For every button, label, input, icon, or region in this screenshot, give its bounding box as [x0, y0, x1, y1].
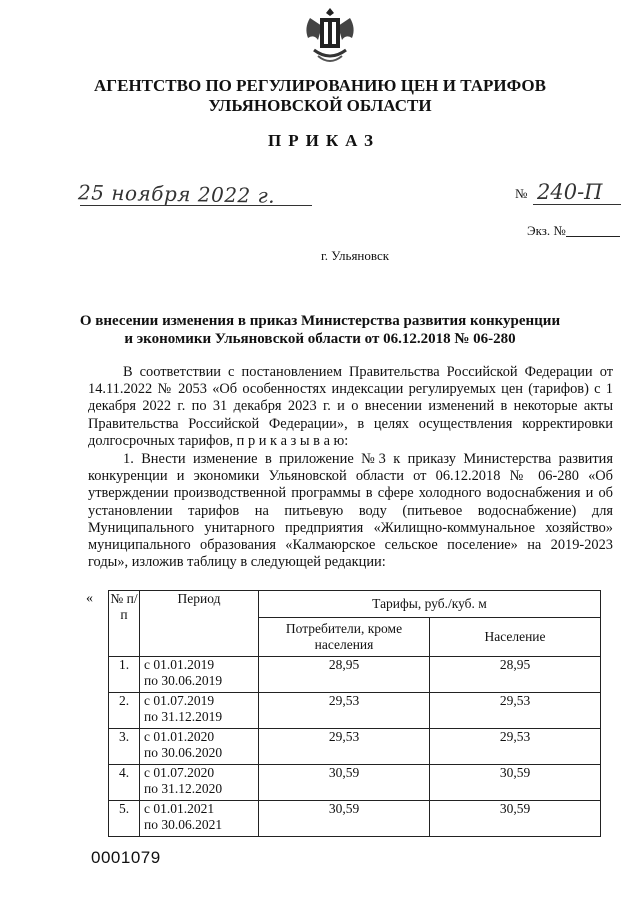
table-row [109, 693, 601, 729]
table-row [109, 801, 601, 837]
row-number: 1. [109, 657, 140, 693]
period-to: по 30.06.2019 [144, 673, 223, 688]
header-tariffs: Тарифы, руб./куб. м [259, 591, 601, 618]
row-number: 4. [109, 765, 140, 801]
table-header-row [109, 591, 601, 618]
subject-line1: О внесении изменения в приказ Министерства развития конкуренции [79, 313, 561, 329]
date-underline [80, 205, 312, 206]
row-consumers-tariff: 29,53 [259, 729, 430, 765]
tariff-table [108, 590, 601, 837]
row-consumers-tariff: 29,53 [259, 693, 430, 729]
period-to: по 31.12.2019 [144, 709, 223, 724]
agency-name [0, 76, 640, 116]
agency-name-line1: АГЕНТСТВО ПО РЕГУЛИРОВАНИЮ ЦЕН И ТАРИФОВ [94, 76, 546, 95]
table-row [109, 765, 601, 801]
period-from: с 01.01.2020 [144, 729, 215, 744]
row-period [140, 801, 259, 837]
number-label: № [515, 186, 528, 201]
row-number: 5. [109, 801, 140, 837]
period-from: с 01.01.2021 [144, 801, 215, 816]
row-population-tariff: 30,59 [430, 765, 601, 801]
row-population-tariff: 30,59 [430, 801, 601, 837]
document-type: ПРИКАЗ [268, 131, 380, 150]
row-period [140, 729, 259, 765]
row-period [140, 765, 259, 801]
agency-name-line2: УЛЬЯНОВСКОЙ ОБЛАСТИ [208, 96, 432, 115]
header-period: Период [140, 591, 259, 657]
city: г. Ульяновск [320, 248, 390, 263]
header-consumers: Потребители, кроме населения [259, 618, 430, 657]
preamble-paragraph: В соответствии с постановлением Правительства Российской Федерации от 14.11.2022 № 2053 «Об особенностях индексации регулируемых цен (тарифов) с 1 декабря 2022 г. по 31 декабря 2023 г. и о внесении изменений в некоторые акты Правительства Российской Федерации», в целях осуществления корректировки долгосрочных тарифов, п р и к а з ы в а ю: [88, 364, 613, 449]
period-to: по 30.06.2020 [144, 745, 223, 760]
handwritten-date: 25 ноября 2022 г. [77, 180, 276, 208]
period-from: с 01.01.2019 [144, 657, 215, 672]
period-to: по 31.12.2020 [144, 781, 223, 796]
row-number: 3. [109, 729, 140, 765]
subject-line2: и экономики Ульяновской области от 06.12.2018 № 06-280 [124, 331, 516, 347]
row-number: 2. [109, 693, 140, 729]
row-period [140, 657, 259, 693]
number-underline [533, 204, 621, 205]
copy-number-label: Экз. № [527, 223, 566, 238]
header-population: Население [430, 618, 601, 657]
row-consumers-tariff: 28,95 [259, 657, 430, 693]
period-from: с 01.07.2020 [144, 765, 215, 780]
copy-number-line [566, 236, 620, 237]
serial-number: 0001079 [91, 848, 161, 867]
table-row [109, 657, 601, 693]
row-consumers-tariff: 30,59 [259, 801, 430, 837]
row-population-tariff: 28,95 [430, 657, 601, 693]
header-number: № п/п [109, 591, 140, 657]
order-subject [0, 312, 640, 348]
row-population-tariff: 29,53 [430, 729, 601, 765]
table-row [109, 729, 601, 765]
opening-quote: « [86, 591, 93, 606]
clause-1-paragraph: 1. Внести изменение в приложение №3 к приказу Министерства развития конкуренции и экономики Ульяновской области от 06.12.2018 № 06-280 «Об утверждении производственной программы в сфере холодного водоснабжения и об установлении тарифов на питьевую воду (питьевое водоснабжение) для Муниципального унитарного предприятия «Жилищно-коммунальное хозяйство» муниципального образования «Калмаюрское сельское поселение» на 2019-2023 годы», изложив таблицу в следующей редакции: [88, 451, 613, 571]
handwritten-number: 240-П [537, 180, 603, 204]
row-consumers-tariff: 30,59 [259, 765, 430, 801]
period-to: по 30.06.2021 [144, 817, 223, 832]
coat-of-arms-icon [300, 4, 360, 70]
row-period [140, 693, 259, 729]
period-from: с 01.07.2019 [144, 693, 215, 708]
row-population-tariff: 29,53 [430, 693, 601, 729]
